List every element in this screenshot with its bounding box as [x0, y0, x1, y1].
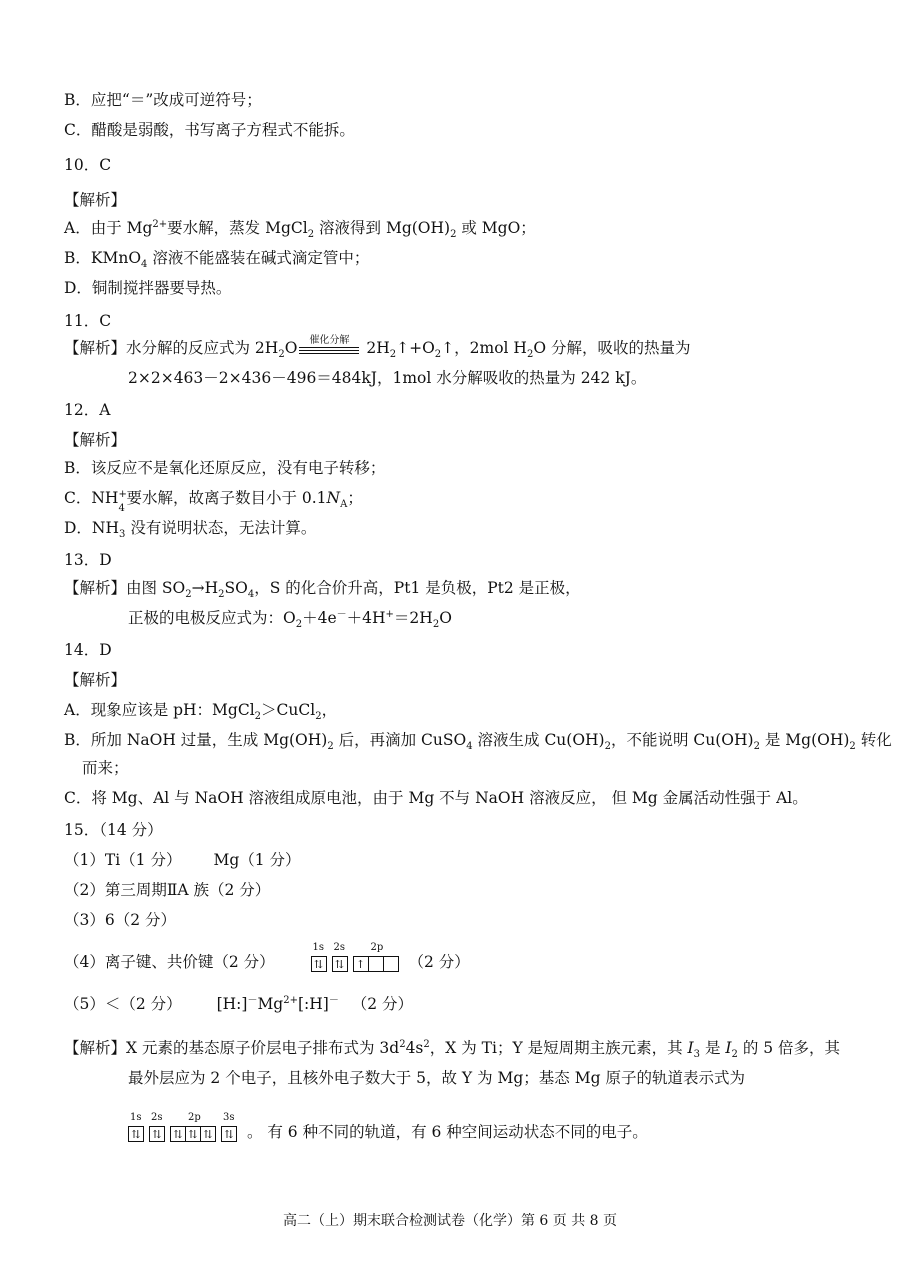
orbital-diagram-c [311, 942, 404, 973]
analysis-15-cont: 最外层应为 2 个电子，且核外电子数大于 5，故 Y 为 Mg；基态 Mg 原子的轨道表示式为 [128, 1069, 745, 1087]
answer-12: 12．A [64, 401, 111, 419]
analysis-label-14: 【解析】 [64, 671, 127, 689]
orbital-box: ⇅ [332, 956, 348, 972]
orbital-box: ⇅ [149, 1126, 165, 1142]
analysis-15: 【解析】X 元素的基态原子价层电子排布式为 $3d^24s^2$，X 为 Ti；Y 是短周期主族元素，其 $I_3$ 是 $I_2$ 的 5 倍多，其 [64, 1038, 841, 1061]
line-9c: C．醋酸是弱酸，书写离子方程式不能拆。 [64, 121, 355, 139]
orbital-box: ↑ [353, 956, 369, 972]
orbital-group [170, 1112, 215, 1143]
answer-15-4: （4）离子键、共价键（2 分） 1s ⇅ 2s ⇅ 2p ↑ （2 分） [64, 952, 470, 973]
orbital-group [332, 942, 347, 973]
orbital-box: ⇅ [170, 1126, 186, 1142]
line-14a: A．现象应该是 pH：MgCl$_2$＞CuCl$_2$， [64, 701, 338, 723]
analysis-15-mg-orbitals: 1s ⇅ 2s ⇅ 2p ⇅ ⇅ ⇅ 3s ⇅ 。 有 6 种不同的轨道，有 6 种空间运动状态不同的电子。 [128, 1122, 648, 1143]
analysis-label-10: 【解析】 [64, 191, 127, 209]
orbital-box: ⇅ [221, 1126, 237, 1142]
orbital-diagram-mg [128, 1112, 242, 1143]
orbital-group [311, 942, 326, 973]
orbital-box [368, 956, 384, 972]
line-12c: C．NH + 4 要水解，故离子数目小于 $0.1N_A$； [64, 489, 363, 514]
answer-14: 14．D [64, 641, 112, 659]
line-12b: B．该反应不是氧化还原反应，没有电子转移； [64, 459, 386, 477]
orbital-box [383, 956, 399, 972]
analysis-11: 【解析】水分解的反应式为 $2H_2O$ 催化分解 $2H_2↑+O_2↑$，2mol $H_2O$ 分解，吸收的热量为 [64, 335, 691, 361]
analysis-label-12: 【解析】 [64, 431, 127, 449]
orbital-label: 2p [370, 942, 384, 953]
line-9b: B．应把“＝”改成可逆符号； [64, 91, 262, 109]
orbital-label: 3s [223, 1112, 235, 1123]
orbital-group [353, 942, 398, 973]
orbital-group [221, 1112, 236, 1143]
line-10a: A．由于 $Mg^{2+}$要水解，蒸发 MgCl$_2$ 溶液得到 $Mg(OH)_2$ 或 MgO； [64, 218, 536, 241]
answer-11: 11．C [64, 312, 112, 330]
line-14b: B．所加 NaOH 过量，生成 $Mg(OH)_2$ 后，再滴加 CuSO$_4$ 溶液生成 $Cu(OH)_2$，不能说明 $Cu(OH)_2$ 是 $Mg(OH)_2$ 转化 [64, 731, 892, 753]
answer-15-3: （3）6（2 分） [64, 911, 177, 929]
analysis-11-cont: 2×2×463－2×436－496＝484kJ，1mol 水分解吸收的热量为 242 kJ。 [128, 369, 647, 387]
orbital-label: 2p [188, 1112, 201, 1123]
orbital-label: 1s [130, 1112, 142, 1123]
answer-15-5: （5）＜（2 分） $[H:]^-Mg^{2+}[:H]^-$ （2 分） [64, 994, 414, 1013]
orbital-box: ⇅ [185, 1126, 201, 1142]
orbital-label: 2s [333, 942, 346, 953]
analysis-13: 【解析】由图 $SO_2\to H_2SO_4$，S 的化合价升高，Pt1 是负极，Pt2 是正极， [64, 579, 581, 601]
orbital-group [128, 1112, 143, 1143]
line-14b-cont: 而来； [82, 759, 129, 777]
line-10b: B．KMnO$_4$ 溶液不能盛装在碱式滴定管中； [64, 249, 370, 271]
orbital-box: ⇅ [200, 1126, 216, 1142]
answer-13: 13．D [64, 551, 112, 569]
analysis-13-cont: 正极的电极反应式为：$O_2+4e^-+4H^+=2H_2O$ [128, 608, 452, 631]
orbital-box: ⇅ [128, 1126, 144, 1142]
line-10d: D．铜制搅拌器要导热。 [64, 279, 232, 297]
orbital-label: 2s [151, 1112, 163, 1123]
orbital-group [149, 1112, 164, 1143]
question-15-header: 15．（14 分） [64, 821, 163, 839]
orbital-label: 1s [312, 942, 325, 953]
answer-15-1: （1）Ti（1 分） Mg（1 分） [64, 851, 301, 869]
line-12d: D．$NH_3$ 没有说明状态，无法计算。 [64, 519, 317, 541]
answer-10: 10．C [64, 156, 112, 174]
page-footer: 高二（上）期末联合检测试卷（化学）第 6 页 共 8 页 [282, 1213, 618, 1229]
answer-15-2: （2）第三周期ⅡA 族（2 分） [64, 881, 271, 899]
orbital-box: ⇅ [311, 956, 327, 972]
equilibrium-arrow: 催化分解 [299, 341, 359, 357]
line-14c: C．将 Mg、Al 与 NaOH 溶液组成原电池，由于 Mg 不与 NaOH 溶液反应， 但 Mg 金属活动性强于 Al。 [64, 789, 808, 807]
mgh2-electron-formula: $[H:]^-Mg^{2+}[:H]^-$ [216, 994, 339, 1013]
